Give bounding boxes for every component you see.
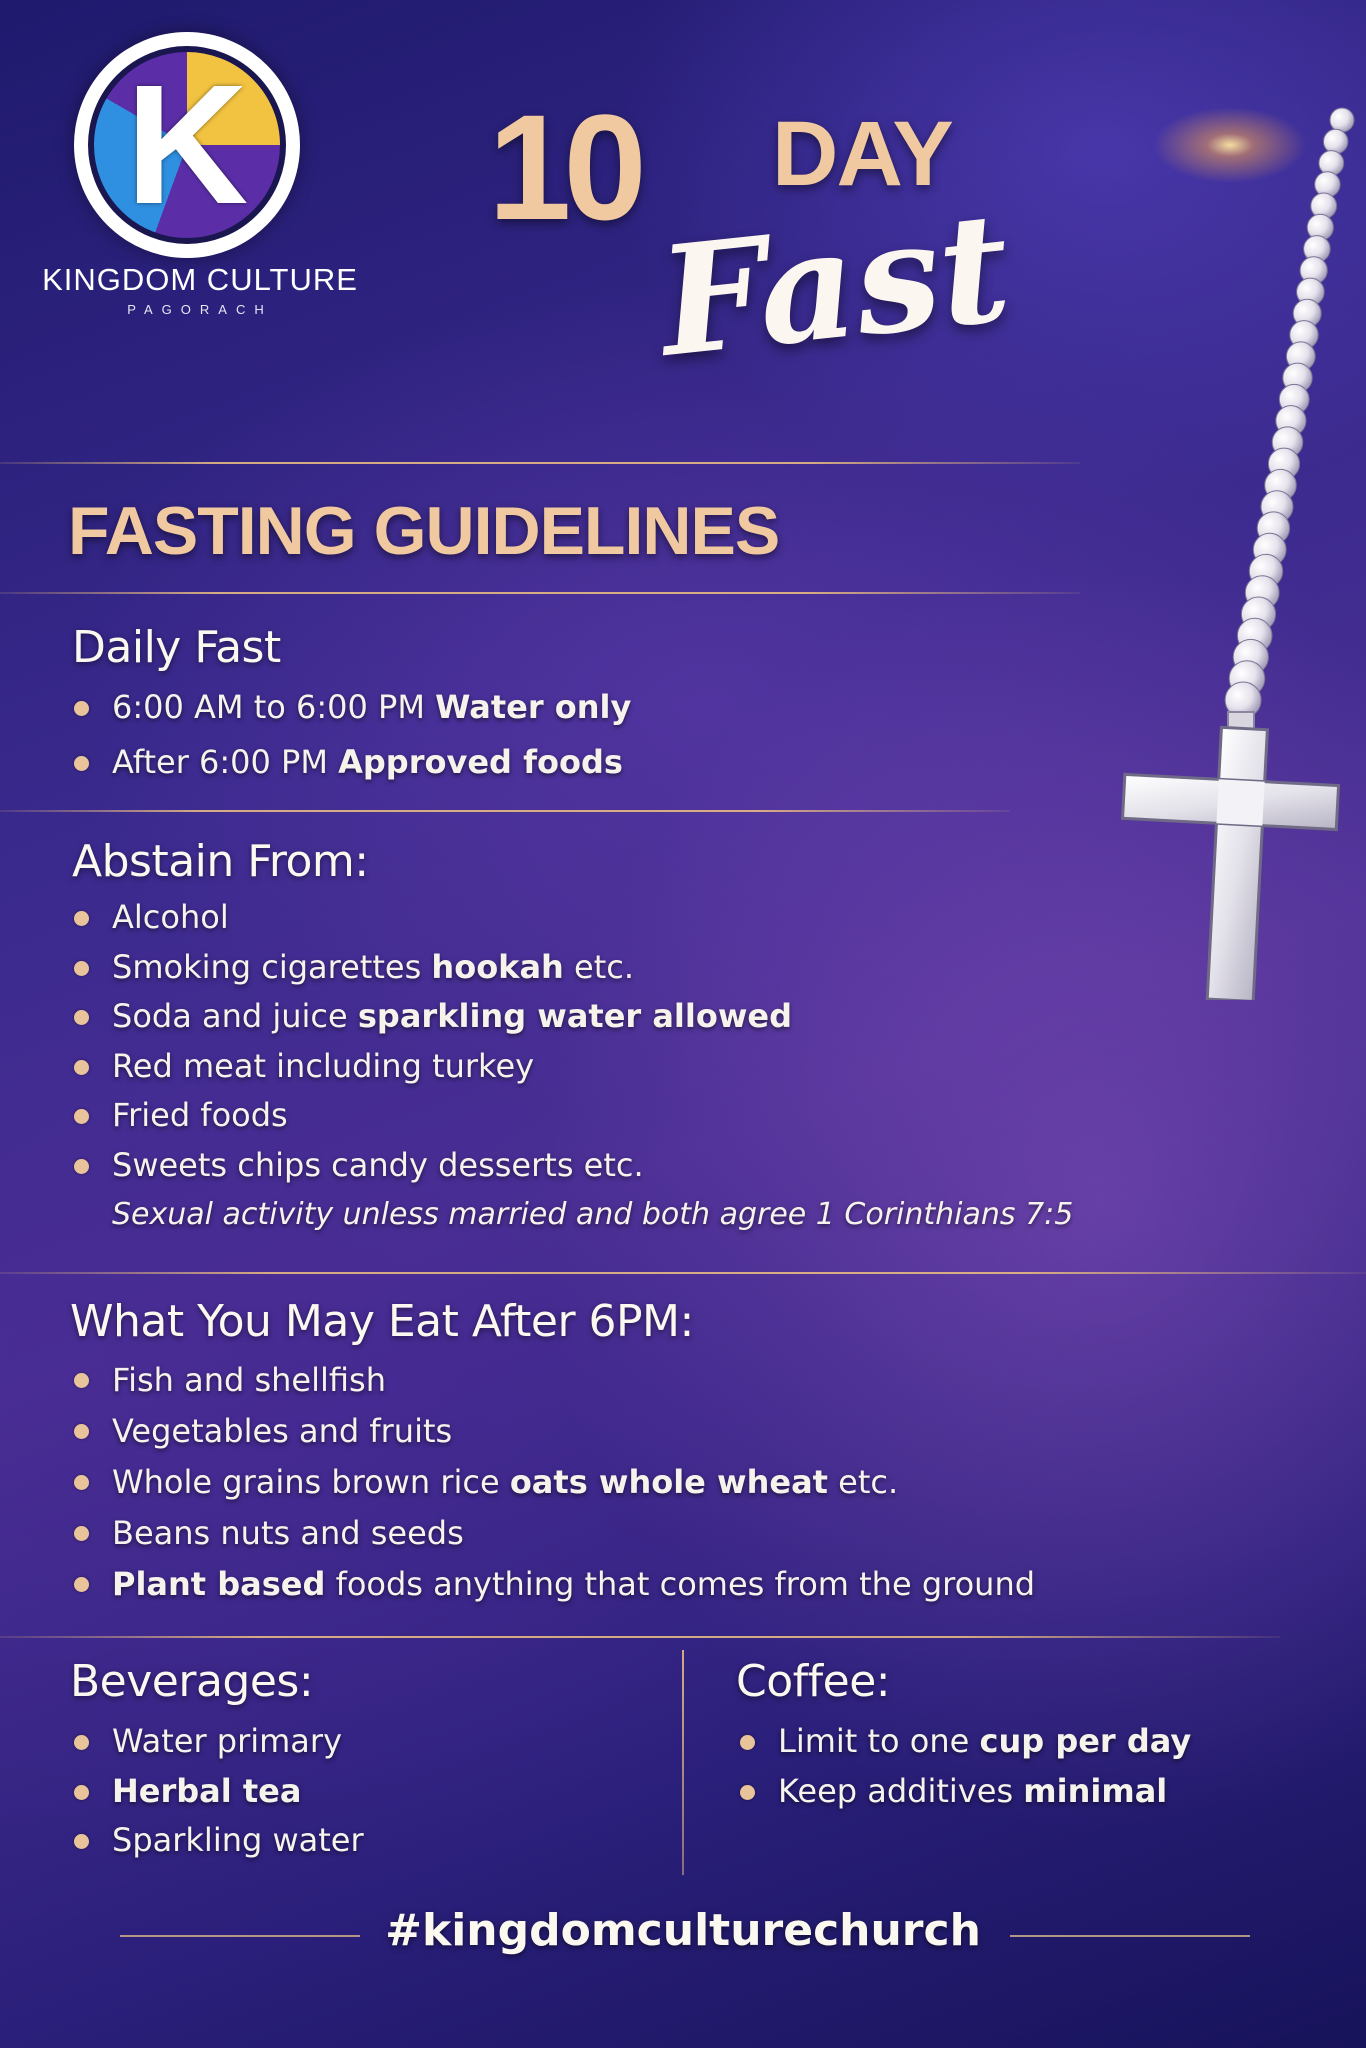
coffee-list: [738, 1717, 1191, 1816]
rosary-bead: [1324, 129, 1348, 153]
rosary-bead: [1330, 108, 1354, 132]
list-item: Sparkling water: [72, 1816, 364, 1866]
divider: [0, 592, 1080, 594]
daily-fast-list: [72, 683, 631, 787]
section-title-beverages: Beverages:: [70, 1656, 314, 1707]
rosary-cross-icon: [1120, 100, 1366, 1000]
title-number: 10: [488, 83, 639, 251]
list-item: After 6:00 PM Approved foods: [72, 738, 631, 788]
divider: [0, 810, 1010, 812]
list-item: Keep additives minimal: [738, 1767, 1191, 1817]
list-item: Whole grains brown rice oats whole wheat etc.: [72, 1457, 1035, 1508]
list-item: Herbal tea: [72, 1767, 364, 1817]
list-item: Sweets chips candy desserts etc.: [72, 1141, 1073, 1191]
list-item: Beans nuts and seeds: [72, 1508, 1035, 1559]
divider: [0, 462, 1080, 464]
column-divider: [682, 1650, 684, 1875]
section-title-may-eat: What You May Eat After 6PM:: [70, 1296, 694, 1347]
logo-letter: K: [125, 50, 249, 240]
hashtag: #kingdomculturechurch: [385, 1905, 981, 1956]
list-item: Limit to one cup per day: [738, 1717, 1191, 1767]
list-item: Water primary: [72, 1717, 364, 1767]
divider: [0, 1272, 1366, 1274]
brand-subtitle: PAGORACH: [127, 302, 273, 317]
abstain-list: [72, 893, 1073, 1240]
section-title-coffee: Coffee:: [736, 1656, 891, 1707]
list-item: Red meat including turkey: [72, 1042, 1073, 1092]
list-item: Soda and juice sparkling water allowed: [72, 992, 1073, 1042]
section-title-daily-fast: Daily Fast: [72, 622, 281, 673]
abstain-note: Sexual activity unless married and both agree 1 Corinthians 7:5: [112, 1197, 1074, 1232]
list-item: 6:00 AM to 6:00 PM Water only: [72, 683, 631, 733]
may-eat-list: [72, 1355, 1035, 1610]
divider: [0, 1636, 1280, 1638]
rosary-bead: [1319, 151, 1344, 176]
beverages-list: [72, 1717, 364, 1866]
section-title-abstain: Abstain From:: [72, 836, 369, 887]
list-item: Fried foods: [72, 1091, 1073, 1141]
title-fast: Fast: [651, 179, 1018, 391]
list-item: Vegetables and fruits: [72, 1406, 1035, 1457]
list-item: Alcohol: [72, 893, 1073, 943]
list-item: Smoking cigarettes hookah etc.: [72, 943, 1073, 993]
brand-name: KINGDOM CULTURE: [42, 262, 358, 297]
title-day: DAY: [772, 103, 952, 205]
page-title: FASTING GUIDELINES: [68, 493, 780, 569]
list-item: Fish and shellfish: [72, 1355, 1035, 1406]
list-item: Plant based foods anything that comes from the ground: [72, 1559, 1035, 1610]
